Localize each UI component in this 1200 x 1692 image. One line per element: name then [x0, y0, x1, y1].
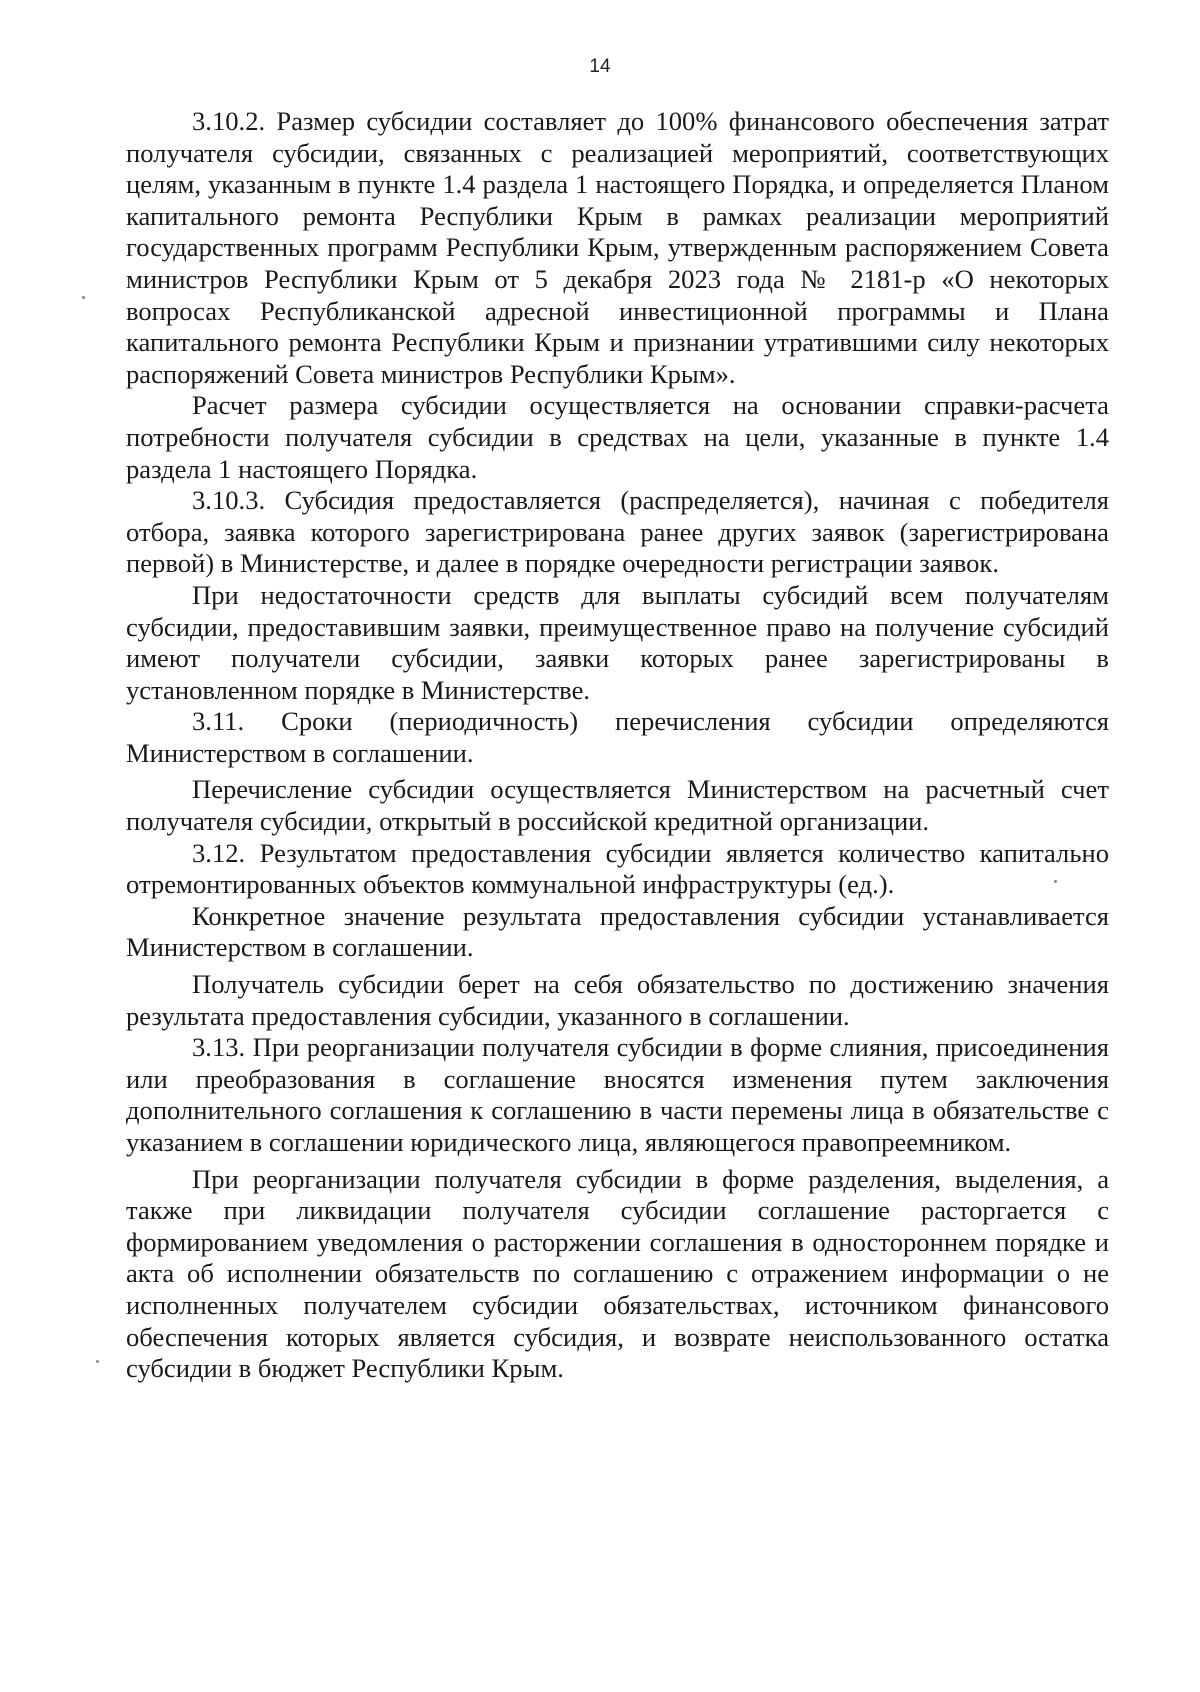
paragraph-calculation: Расчет размера субсидии осуществляется на основании справки-расчета потребности получателя субсидии в средствах на цели, указанные в пункте 1.4 раздела 1 настоящего Порядка. — [126, 390, 1109, 484]
paragraph-3-10-3: 3.10.3. Субсидия предоставляется (распределяется), начиная с победителя отбора, заявка которого зарегистрирована ранее других заявок (зарегистрирована первой) в Министерстве, и далее в порядке очередности регистрации заявок. — [126, 485, 1109, 579]
paragraph-obligation: Получатель субсидии берет на себя обязательство по достижению значения результата предоставления субсидии, указанного в соглашении. — [126, 969, 1109, 1031]
paragraph-transfer: Перечисление субсидии осуществляется Министерством на расчетный счет получателя субсидии, открытый в российской кредитной организации. — [126, 774, 1109, 837]
scan-speck — [96, 1360, 99, 1363]
paragraph-result-value: Конкретное значение результата предоставления субсидии устанавливается Министерством в соглашении. — [126, 900, 1109, 963]
paragraph-3-11: 3.11. Сроки (периодичность) перечисления субсидии определяются Министерством в соглашении. — [126, 706, 1109, 768]
scan-speck — [1054, 880, 1057, 883]
paragraph-3-12: 3.12. Результатом предоставления субсидии является количество капитально отремонтированных объектов коммунальной инфраструктуры (ед.). — [126, 837, 1109, 900]
page-number: 14 — [589, 56, 611, 77]
paragraph-3-13: 3.13. При реорганизации получателя субсидии в форме слияния, присоединения или преобразования в соглашение вносятся изменения путем заключения дополнительного соглашения к соглашению в части перемены лица в обязательстве с указанием в соглашении юридического лица, являющегося правопреемником. — [126, 1032, 1109, 1157]
document-body — [126, 106, 1109, 1385]
paragraph-insufficient-funds: При недостаточности средств для выплаты субсидий всем получателям субсидии, предоставившим заявки, преимущественное право на получение субсидий имеют получатели субсидии, заявки которых ранее зарегистрированы в установленном порядке в Министерстве. — [126, 579, 1109, 705]
paragraph-liquidation: При реорганизации получателя субсидии в форме разделения, выделения, а также при ликвидации получателя субсидии соглашение расторгается с формированием уведомления о расторжении соглашения в одностороннем порядке и акта об исполнении обязательств по соглашению с отражением информации о не исполненных получателем субсидии обязательствах, источником финансового обеспечения которых является субсидия, и возврате неиспользованного остатка субсидии в бюджет Республики Крым. — [126, 1163, 1109, 1384]
paragraph-3-10-2: 3.10.2. Размер субсидии составляет до 100% финансового обеспечения затрат получателя субсидии, связанных с реализацией мероприятий, соответствующих целям, указанным в пункте 1.4 раздела 1 настоящего Порядка, и определяется Планом капитального ремонта Республики Крым в рамках реализации мероприятий государственных программ Республики Крым, утвержденным распоряжением Совета министров Республики Крым от 5 декабря 2023 года № 2181-р «О некоторых вопросах Республиканской адресной инвестиционной программы и Плана капитального ремонта Республики Крым и признании утратившими силу некоторых распоряжений Совета министров Республики Крым». — [126, 106, 1109, 389]
scan-speck — [82, 296, 85, 299]
